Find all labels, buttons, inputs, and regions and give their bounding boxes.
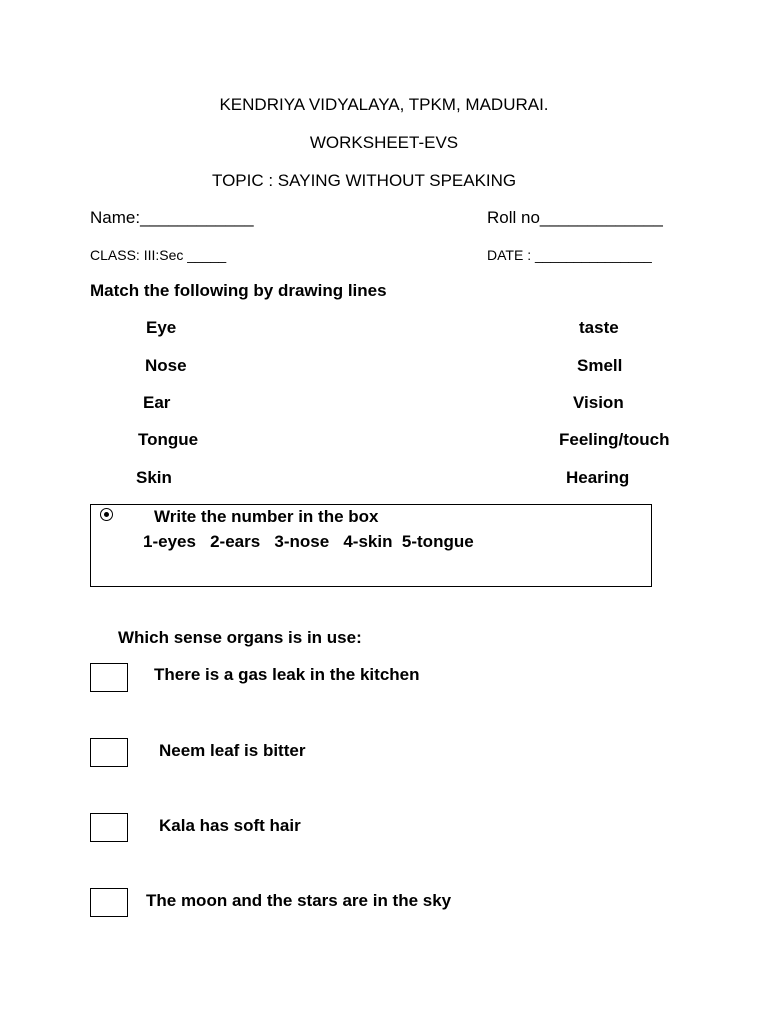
answer-box[interactable]: [90, 813, 128, 842]
radio-bullet-icon: [100, 508, 113, 521]
worksheet-title: WORKSHEET-EVS: [309, 133, 459, 152]
match-heading: Match the following by drawing lines: [90, 281, 387, 300]
instruction-text: Write the number in the box: [154, 507, 379, 526]
match-left-item: Tongue: [138, 430, 199, 449]
class-field-label: CLASS: III:Sec _____: [90, 247, 227, 263]
match-left-item: Ear: [143, 393, 171, 412]
answer-box[interactable]: [90, 663, 128, 692]
school-title: KENDRIYA VIDYALAYA, TPKM, MADURAI.: [219, 95, 549, 114]
match-left-item: Eye: [146, 318, 177, 337]
match-left-item: Nose: [145, 356, 187, 375]
question-text: There is a gas leak in the kitchen: [154, 665, 420, 684]
match-right-item: Smell: [577, 356, 623, 375]
question-text: The moon and the stars are in the sky: [146, 891, 452, 910]
match-right-item: Vision: [573, 393, 624, 412]
match-left-item: Skin: [136, 468, 172, 487]
question-text: Kala has soft hair: [159, 816, 301, 835]
sense-heading: Which sense organs is in use:: [118, 628, 362, 647]
topic-title: TOPIC : SAYING WITHOUT SPEAKING: [212, 171, 517, 190]
date-field-label: DATE : _______________: [487, 247, 652, 263]
answer-box[interactable]: [90, 738, 128, 767]
match-right-item: taste: [579, 318, 619, 337]
answer-box[interactable]: [90, 888, 128, 917]
roll-no-field-label: Roll no_____________: [487, 208, 663, 227]
name-field-label: Name:____________: [90, 208, 254, 227]
question-text: Neem leaf is bitter: [159, 741, 306, 760]
match-right-item: Feeling/touch: [559, 430, 670, 449]
number-legend: 1-eyes 2-ears 3-nose 4-skin 5-tongue: [143, 532, 474, 551]
match-right-item: Hearing: [566, 468, 630, 487]
